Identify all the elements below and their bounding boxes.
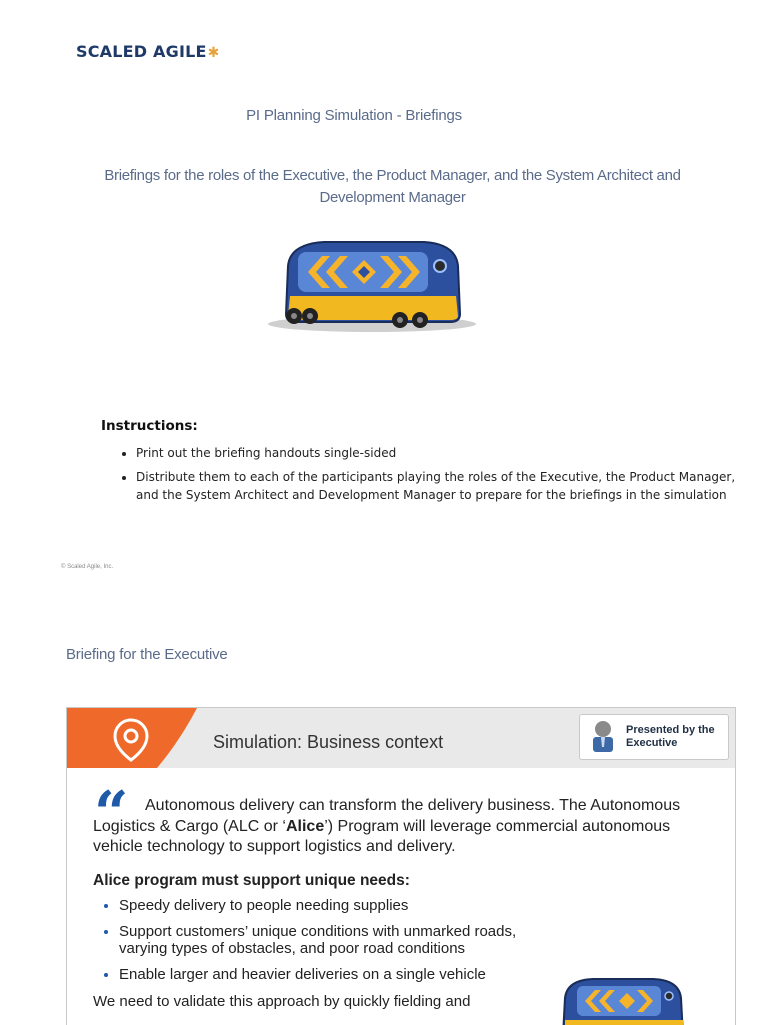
slide-header — [67, 708, 735, 768]
slide-bullet: • Enable larger and heavier deliveries on a single vehicle — [119, 966, 713, 983]
copyright-notice: © Scaled Agile, Inc. — [61, 564, 114, 570]
instruction-item: • Print out the briefing handouts single-sided — [136, 444, 736, 463]
slide-closing-text: We need to validate this approach by quickly fielding and — [93, 993, 471, 1010]
slide-title: Simulation: Business context — [213, 732, 444, 752]
quote-icon: “ — [94, 779, 129, 849]
instruction-item: • Distribute them to each of the participants playing the roles of the Executive, the Product Manager, and the System Architect and Development Manager to prepare for the briefings in the simulation — [136, 468, 736, 505]
slide-bullet-list — [93, 897, 713, 983]
presented-by-badge — [579, 714, 729, 760]
lead-text-b: ’) Program will leverage commercial autonomous vehicle technology to support logistics and delivery. — [93, 817, 671, 855]
lead-text-a: Autonomous delivery can transform the delivery business. The Autonomous Logistics & Cargo (ALC or ‘ — [93, 797, 681, 835]
gear-location-pin-icon — [67, 708, 197, 768]
slide-subheading: Alice program must support unique needs: — [93, 871, 410, 889]
briefing-heading: Briefing for the Executive — [66, 646, 228, 663]
lead-text-bold: Alice — [285, 817, 325, 835]
slide-bullet: • Speedy delivery to people needing supplies — [119, 897, 713, 914]
star-burst-icon: ✱ — [207, 45, 220, 61]
scaled-agile-logo — [76, 42, 220, 61]
autonomous-bus-illustration-small — [557, 976, 689, 1025]
slide-bullet: • Support customers’ unique conditions with unmarked roads, varying types of obstacles, and poor road conditions — [119, 923, 519, 957]
executive-avatar-icon — [590, 720, 616, 754]
presented-by-line2: Executive — [626, 737, 678, 749]
slide-lead-paragraph — [93, 796, 713, 858]
executive-briefing-slide — [66, 707, 736, 1025]
logo-text: SCALED AGILE — [76, 42, 207, 61]
page-title: PI Planning Simulation - Briefings — [246, 107, 462, 124]
autonomous-bus-illustration — [264, 236, 480, 336]
instructions-list — [100, 444, 736, 510]
page-subtitle: Briefings for the roles of the Executive, the Product Manager, and the System Architect and Development Manager — [104, 167, 681, 206]
instructions-heading: Instructions: — [101, 418, 198, 434]
presented-by-text — [626, 724, 715, 750]
presented-by-line1: Presented by the — [626, 724, 715, 736]
